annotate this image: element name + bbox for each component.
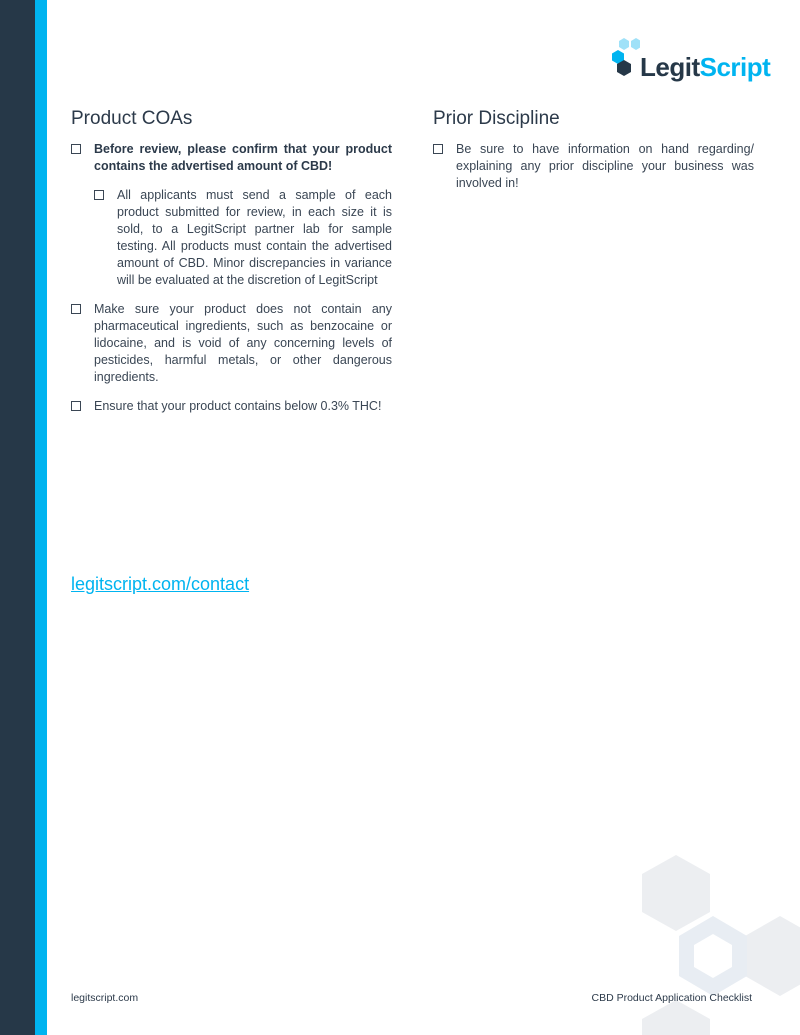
checkbox-icon[interactable] [433, 144, 443, 154]
sidebar-blue-stripe [35, 0, 47, 1035]
decorative-hexagons-icon [630, 850, 800, 1035]
checkbox-icon[interactable] [94, 190, 104, 200]
checklist-item-text: Be sure to have information on hand regarding/ explaining any prior discipline your business was involved in! [456, 142, 754, 190]
checkbox-icon[interactable] [71, 304, 81, 314]
contact-link[interactable]: legitscript.com/contact [71, 574, 250, 594]
checklist-item-thc [71, 398, 392, 415]
checklist-item-confirm-cbd [71, 141, 392, 175]
checklist-item-text: Before review, please confirm that your product contains the advertised amount of CBD! [94, 142, 392, 173]
checklist-item-text: All applicants must send a sample of each product submitted for review, in each size it is sold, to a LegitScript partner lab for sample testing. All products must contain the advertised amount of CBD. Minor discrepancies in variance will be evaluated at the discretion of LegitScript [117, 188, 392, 287]
footer-website: legitscript.com [71, 992, 139, 1004]
sidebar-dark-stripe [0, 0, 35, 1035]
legitscript-logo [610, 38, 771, 84]
prior-discipline-section [433, 107, 754, 192]
logo-text-legit: Legit [640, 52, 700, 82]
checklist-subitem-sample-testing [94, 187, 392, 289]
checklist-item-text: Ensure that your product contains below 0.3% THC! [94, 399, 382, 413]
logo-hexagon-icon [610, 38, 640, 84]
checkbox-icon[interactable] [71, 144, 81, 154]
footer-document-title: CBD Product Application Checklist [591, 992, 752, 1004]
prior-discipline-heading: Prior Discipline [433, 108, 560, 129]
checklist-item-pharmaceutical [71, 301, 392, 386]
checklist-item-prior-discipline [433, 141, 754, 192]
checkbox-icon[interactable] [71, 401, 81, 411]
product-coas-heading: Product COAs [71, 108, 193, 129]
logo-text-script: Script [699, 52, 771, 82]
checklist-item-text: Make sure your product does not contain any pharmaceutical ingredients, such as benzocaine or lidocaine, and is void of any concerning levels of pesticides, harmful metals, or other dangerous ingredients. [94, 302, 392, 384]
product-coas-section [71, 107, 392, 415]
logo-wordmark [640, 52, 770, 82]
